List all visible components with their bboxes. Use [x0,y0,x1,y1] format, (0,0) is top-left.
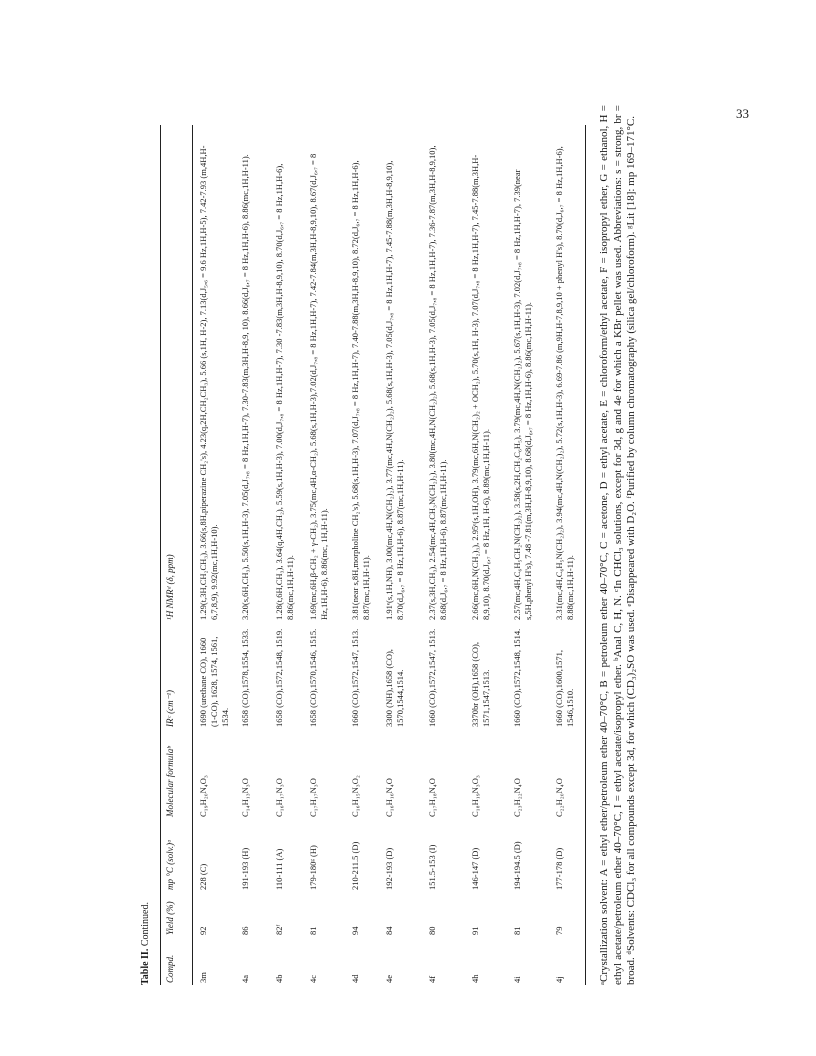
cell-mp: 228 (C) [198,863,208,890]
cell-mp: 151.5-153 (I) [427,844,437,890]
cell-nmr: 2.66(mc,6H,N(CH₂)₃), 2.95ᵉ(s,1H,OH), 3.79(mc,6H,N(CH₂)₂ + OCH₂), 5.70(s,1H, H-3), 7.07(d,J₇,₈ = 8 Hz,1H,H-7), 7.45-7.88(m,3H,H-8,9,10), 8.70(d,J₆,₇ = 8 Hz,1H, H-6), 8.89(mc,1H,H-11). [470,154,491,620]
cell-mp: 192-193 (D) [384,847,394,890]
cell-formula: C₁₇H₁₇N₃O [308,778,318,817]
header-ir: IRᶜ (cm⁻¹) [165,689,175,727]
cell-formula: C₁₉H₂₀N₄O₃ [198,775,208,817]
cell-ir: 1658 (CO),1578,1554, 1533. [240,628,250,727]
cell-mp: 191-193 (H) [240,847,250,890]
header-formula: Molecular formulaᵇ [165,746,175,817]
cell-compd: 4h [470,974,480,983]
cell-nmr: 2.37(s,3H,CH₃), 2.54(mc,4H,CH₃N(CH₂)₂), 3.80(mc,4H,N(CH₂)₂), 5.68(s,1H,H-3), 7.05(d,J₇,₈ = 8 Hz,1H,H-7), 7.36-7.87(m,3H,H-8,9,10), 8.68(d,J₆,₇ = 8 Hz,1H,H-6), 8.87(mc,1H,H-11). [427,145,448,620]
cell-yield: 79 [554,926,564,935]
cell-mp: 177-178 (D) [554,847,564,890]
cell-mp: 194-194.5 (D) [512,841,522,890]
cell-nmr: 1.29(t,3H,CH₂CH₃), 3.66(s,8H,piperazine CH₂'s), 4.23(q,2H,CH₂CH₃), 5.66 (s,1H, H-2), 7.13(d,J₅,₆ = 9.6 Hz,1H,H-5), 7.42-7.93 (m,4H,H-6,7,8,9), 9.92(mc,1H,H-10). [198,145,219,620]
cell-compd: 4d [350,974,360,983]
cell-ir: 1690 (urethane CO), 1660 (1-CO), 1628, 1574, 1561, 1534. [198,636,230,727]
cell-ir: 3370br (OH),1658 (CO), 1571,1547,1513. [470,642,491,727]
cell-ir: 1660 (CO),1600,1571, 1546,1510. [554,650,575,727]
table-label: Table II. [140,948,151,985]
cell-nmr: 3.20(s,6H,CH₃), 5.50(s,1H,H-3), 7.05(d,J₇,₈ = 8 Hz,1H,H-7), 7.30-7.83(m,3H,H-8,9, 10), 8.66(d,J₆,₇ = 8 Hz,1H,H-6), 8.86(mc,1H,H-11). [240,154,250,620]
table-header-rule [192,125,193,985]
cell-formula: C₁₆H₁₅N₃O₂ [350,775,360,817]
cell-yield: 80 [427,926,437,935]
cell-nmr: 3.81(near s,8H,morpholine CH₂'s), 5.68(s,1H,H-3), 7.07(d,J₇,₈ = 8 Hz,1H,H-7), 7.40-7.88(m,3H,H-8,9,10), 8.72(d,J₆,₇ = 8 Hz,1H,H-6), 8.87(mc,1H,H-11). [350,160,371,620]
cell-nmr: 1.28(t,6H,CH₃), 3.64(q,4H,CH₂), 5.59(s,1H,H-3), 7.00(d,J₇,₈ = 8 Hz,1H,H-7), 7.30 -7.83(m,3H,H-8,9,10), 8.70(d,J₆,₇ = 8 Hz,1H,H-6), 8.86(mc,1H,H-11). [274,163,295,620]
cell-yield: 91 [470,926,480,935]
cell-compd: 3m [198,972,208,983]
cell-yield: 82ᶠ [274,924,284,935]
header-nmr: ¹H NMRᵈ (δ, ppm) [165,554,175,620]
cell-mp: 179-180ᵍ (H) [308,845,318,890]
cell-ir: 1658 (CO),1572,1548, 1519. [274,628,284,727]
cell-formula: C₁₆H₁₆N₄O [384,778,394,817]
cell-formula: C₁₆H₁₇N₃O [274,778,284,817]
cell-ir: 1658 (CO),1570,1546, 1515. [308,628,318,727]
cell-mp: 210-211.5 (D) [350,841,360,890]
header-mp: mp °C (solv.)ᵃ [165,839,175,890]
table-title: Continued. [140,902,151,947]
cell-mp: 110-111 (A) [274,848,284,890]
cell-yield: 94 [350,926,360,935]
header-compd: Compd. [165,954,175,983]
rotated-table-page [140,85,760,985]
cell-formula: C₂₂H₂₀N₄O [554,778,564,817]
cell-ir: 1660 (CO),1572,1547, 1513. [427,628,437,727]
cell-mp: 146-147 (D) [470,847,480,890]
cell-compd: 4c [308,974,318,983]
cell-compd: 4b [274,974,284,983]
cell-ir: 1660 (CO),1572,1548, 1514. [512,628,522,727]
cell-ir: 3300 (NH),1658 (CO), 1570,1544,1514. [384,649,405,727]
cell-formula: C₁₈H₁₉N₃O₃ [470,775,480,817]
cell-compd: 4a [240,974,250,983]
cell-nmr: 2.57(mc,4H,C₆H₅CH₂N(CH₂)₂), 3.58(s,2H,CH₂C₆H₅), 3.79(mc,4H,N(CH₂)₂), 5.67(s,1H,H-3), 7.02(d,J₇,₈ = 8 Hz,1H,H-7), 7.39(near s,5H,phenyl H's), 7.48 -7.81(m,3H,H-8,9,10), 8.68(d,J₆,₇ = 8 Hz,1H,H-6), 8.86(mc,1H,H-11). [512,169,533,620]
cell-compd: 4i [512,976,522,983]
cell-yield: 81 [512,926,522,935]
table-footnote: ᵃCrystallization solvent: A = ethyl ether/petroleum ether 40–70°C, B = petroleum ether 40–70°C, C = acetone, D = ethyl acetate, E = chloroform/ethyl acetate, F = isopropyl ether, G = ethanol, H = ethyl acetate/petroleum ether 40–70°C, I = ethyl acetate/isopropyl ether. ᵇAnal C, H, N. ᶜIn CHCl₃ solutions, except for 3d, g and 4e for which a KBr pellet was used. Abbreviations: s = strong, br = broad. ᵈSolvents: CDCl₃ for all compounds except 3d, for which (CD₃)₂SO was used. ᵉDisappeared with D₂O. ᶠPurified by column chromatography (silica gel/chloroform). ᵍLit [18]: mp 169–171°C. [598,105,637,985]
cell-yield: 86 [240,926,250,935]
cell-yield: 81 [308,926,318,935]
cell-formula: C₂₃H₂₂N₄O [512,778,522,817]
cell-ir: 1660 (CO),1572,1547, 1513. [350,628,360,727]
table-bottom-rule [585,125,586,985]
cell-nmr: 3.31(mc,4H,C₆H₅N(CH₂)₂), 3.94(mc,4H,N(CH₂)₂), 5.72(s,1H,H-3), 6.69-7.86 (m,9H,H-7,8,9,10 + phenyl H's), 8.70(d,J₆,₇ = 8 Hz,1H,H-6), 8.88(mc,1H,H-11). [554,146,575,620]
cell-compd: 4j [554,976,564,983]
page-number: 33 [736,106,749,121]
cell-nmr: 1.69(mc,6H,β-CH₂ + γ-CH₂), 3.75(mc,4H,α-CH₂), 5.68(s,1H,H-3),7.02(d,J₇,₈ = 8 Hz,1H,H-7), 7.42-7.84(m,3H,H-8,9,10), 8.67(d,J₆,₇ = 8 Hz,1H,H-6), 8.86(mc, 1H,H-11). [308,153,329,620]
cell-compd: 4e [384,974,394,983]
cell-formula: C₁₇H₁₈N₄O [427,778,437,817]
cell-compd: 4f [427,975,437,983]
header-yield: Yield (%) [165,901,175,935]
cell-formula: C₁₄H₁₃N₃O [240,778,250,817]
cell-nmr: 1.91ᵉ(s,1H,NH), 3.00(mc,4H,N(CH₂)₂), 3.77(mc,4H,N(CH₂)₂), 5.68(s,1H,H-3), 7.05(d,J₇,₈ = 8 Hz,1H,H-7), 7.45-7.88(m,3H,H-8,9,10), 8.70(d,J₆,₇ = 8 Hz,1H,H-6), 8.87(mc,1H,H-11). [384,160,405,620]
table-caption [140,902,151,985]
cell-yield: 92 [198,926,208,935]
cell-yield: 84 [384,926,394,935]
table-top-rule [160,125,161,985]
